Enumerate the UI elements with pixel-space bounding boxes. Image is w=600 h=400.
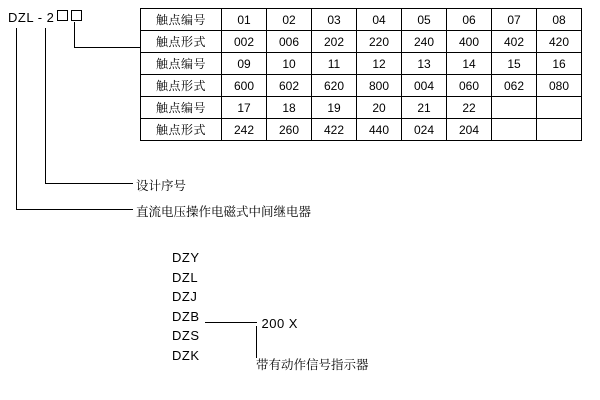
table-row [141,119,582,141]
row-label: 触点编号 [141,97,222,119]
series-item-dzy: DZY [172,250,200,265]
table-cell: 14 [447,53,492,75]
table-cell: 242 [222,119,267,141]
row-label: 触点形式 [141,75,222,97]
table-cell: 006 [267,31,312,53]
table-cell: 240 [402,31,447,53]
row-label: 触点编号 [141,53,222,75]
table-cell: 220 [357,31,402,53]
series-list [172,248,200,365]
model-code-text: DZL - 2 [8,10,55,25]
table-cell: 08 [537,9,582,31]
table-cell: 03 [312,9,357,31]
table-cell: 07 [492,9,537,31]
row-label: 触点形式 [141,119,222,141]
table-cell: 09 [222,53,267,75]
model-code [8,10,82,25]
table-cell: 19 [312,97,357,119]
table-row [141,31,582,53]
annotation-indicator: 带有动作信号指示器 [256,358,369,372]
annotation-design-no: 设计序号 [136,179,187,193]
table-cell: 16 [537,53,582,75]
table-cell: 062 [492,75,537,97]
model-code-box-1 [57,10,68,21]
series-item-dzj: DZJ [172,289,198,304]
table-cell: 400 [447,31,492,53]
table-cell: 800 [357,75,402,97]
table-cell: 05 [402,9,447,31]
table-cell: 20 [357,97,402,119]
table-cell: 13 [402,53,447,75]
series-item-dzk: DZK [172,347,200,363]
annotation-description: 直流电压操作电磁式中间继电器 [136,205,312,219]
leader-line-contact-horizontal [74,47,140,48]
table-cell: 18 [267,97,312,119]
table-cell: 202 [312,31,357,53]
leader-line-description-vertical [16,28,17,210]
table-cell: 06 [447,9,492,31]
table-cell: 11 [312,53,357,75]
table-cell: 422 [312,119,357,141]
leader-line-indicator-vertical [256,326,257,358]
table-cell: 440 [357,119,402,141]
leader-line-design-vertical [45,28,46,184]
table-row [141,53,582,75]
table-cell: 01 [222,9,267,31]
table-cell: 602 [267,75,312,97]
table-cell: 260 [267,119,312,141]
series-item-dzb: DZB [172,308,200,324]
series-suffix-text: 200 X [261,316,298,331]
table-cell [492,97,537,119]
table-cell: 21 [402,97,447,119]
table-cell: 204 [447,119,492,141]
table-cell: 060 [447,75,492,97]
model-code-box-2 [71,10,82,21]
leader-line-description-horizontal [16,209,133,210]
table-cell: 10 [267,53,312,75]
leader-line-design-horizontal [45,183,133,184]
leader-dash-icon [205,322,257,323]
table-row [141,9,582,31]
series-suffix-row [172,316,298,331]
table-cell: 080 [537,75,582,97]
series-item-dzs: DZS [172,328,200,343]
table-cell: 620 [312,75,357,97]
table-cell [492,119,537,141]
table-cell: 600 [222,75,267,97]
table-cell: 004 [402,75,447,97]
row-label: 触点编号 [141,9,222,31]
series-item-dzl: DZL [172,269,199,285]
table-row [141,97,582,119]
table-cell: 12 [357,53,402,75]
table-cell [537,97,582,119]
table-cell: 402 [492,31,537,53]
contact-spec-table [140,8,582,141]
table-cell: 17 [222,97,267,119]
table-cell: 22 [447,97,492,119]
table-cell: 420 [537,31,582,53]
table-row [141,75,582,97]
table-cell: 002 [222,31,267,53]
table-cell: 15 [492,53,537,75]
row-label: 触点形式 [141,31,222,53]
table-cell: 04 [357,9,402,31]
contact-spec-table-wrapper [140,8,582,141]
table-cell [537,119,582,141]
table-cell: 02 [267,9,312,31]
table-cell: 024 [402,119,447,141]
leader-line-contact-vertical [74,22,75,48]
